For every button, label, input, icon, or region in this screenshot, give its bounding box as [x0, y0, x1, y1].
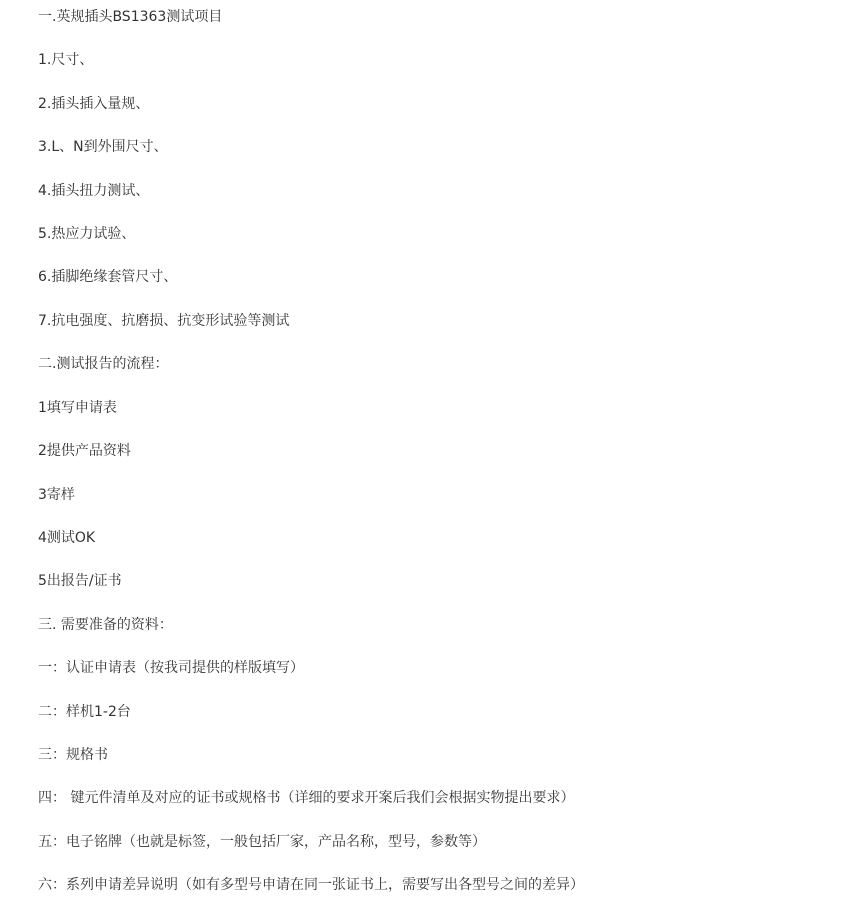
material-application-form: 一：认证申请表（按我司提供的样版填写） [38, 660, 304, 676]
section-heading-materials: 三. 需要准备的资料： [38, 617, 173, 633]
process-step-product-info: 2提供产品资料 [38, 443, 131, 459]
section-heading-test-items: 一.英规插头BS1363测试项目 [38, 9, 223, 25]
test-item-thermal-stress: 5.热应力试验、 [38, 226, 136, 242]
material-specification: 三：规格书 [38, 747, 108, 763]
test-item-pin-sleeve: 6.插脚绝缘套管尺寸、 [38, 269, 178, 285]
material-nameplate: 五：电子铭牌（也就是标签，一般包括厂家，产品名称，型号，参数等） [38, 834, 486, 850]
process-step-testing: 4测试OK [38, 530, 96, 546]
section-heading-process: 二.测试报告的流程： [38, 356, 169, 372]
test-item-torque: 4.插头扭力测试、 [38, 183, 150, 199]
material-samples: 二：样机1-2台 [38, 704, 131, 720]
test-item-ln-dimensions: 3.L、N到外围尺寸、 [38, 139, 168, 155]
process-step-application: 1填写申请表 [38, 400, 117, 416]
material-component-list: 四： 键元件清单及对应的证书或规格书（详细的要求开案后我们会根据实物提出要求） [38, 790, 575, 806]
test-item-electric-strength: 7.抗电强度、抗磨损、抗变形试验等测试 [38, 313, 290, 329]
test-item-dimensions: 1.尺寸、 [38, 52, 94, 68]
material-series-differences: 六：系列申请差异说明（如有多型号申请在同一张证书上，需要写出各型号之间的差异） [38, 877, 584, 893]
process-step-send-samples: 3寄样 [38, 487, 75, 503]
process-step-report: 5出报告/证书 [38, 573, 122, 589]
test-item-gauge-insertion: 2.插头插入量规、 [38, 96, 150, 112]
